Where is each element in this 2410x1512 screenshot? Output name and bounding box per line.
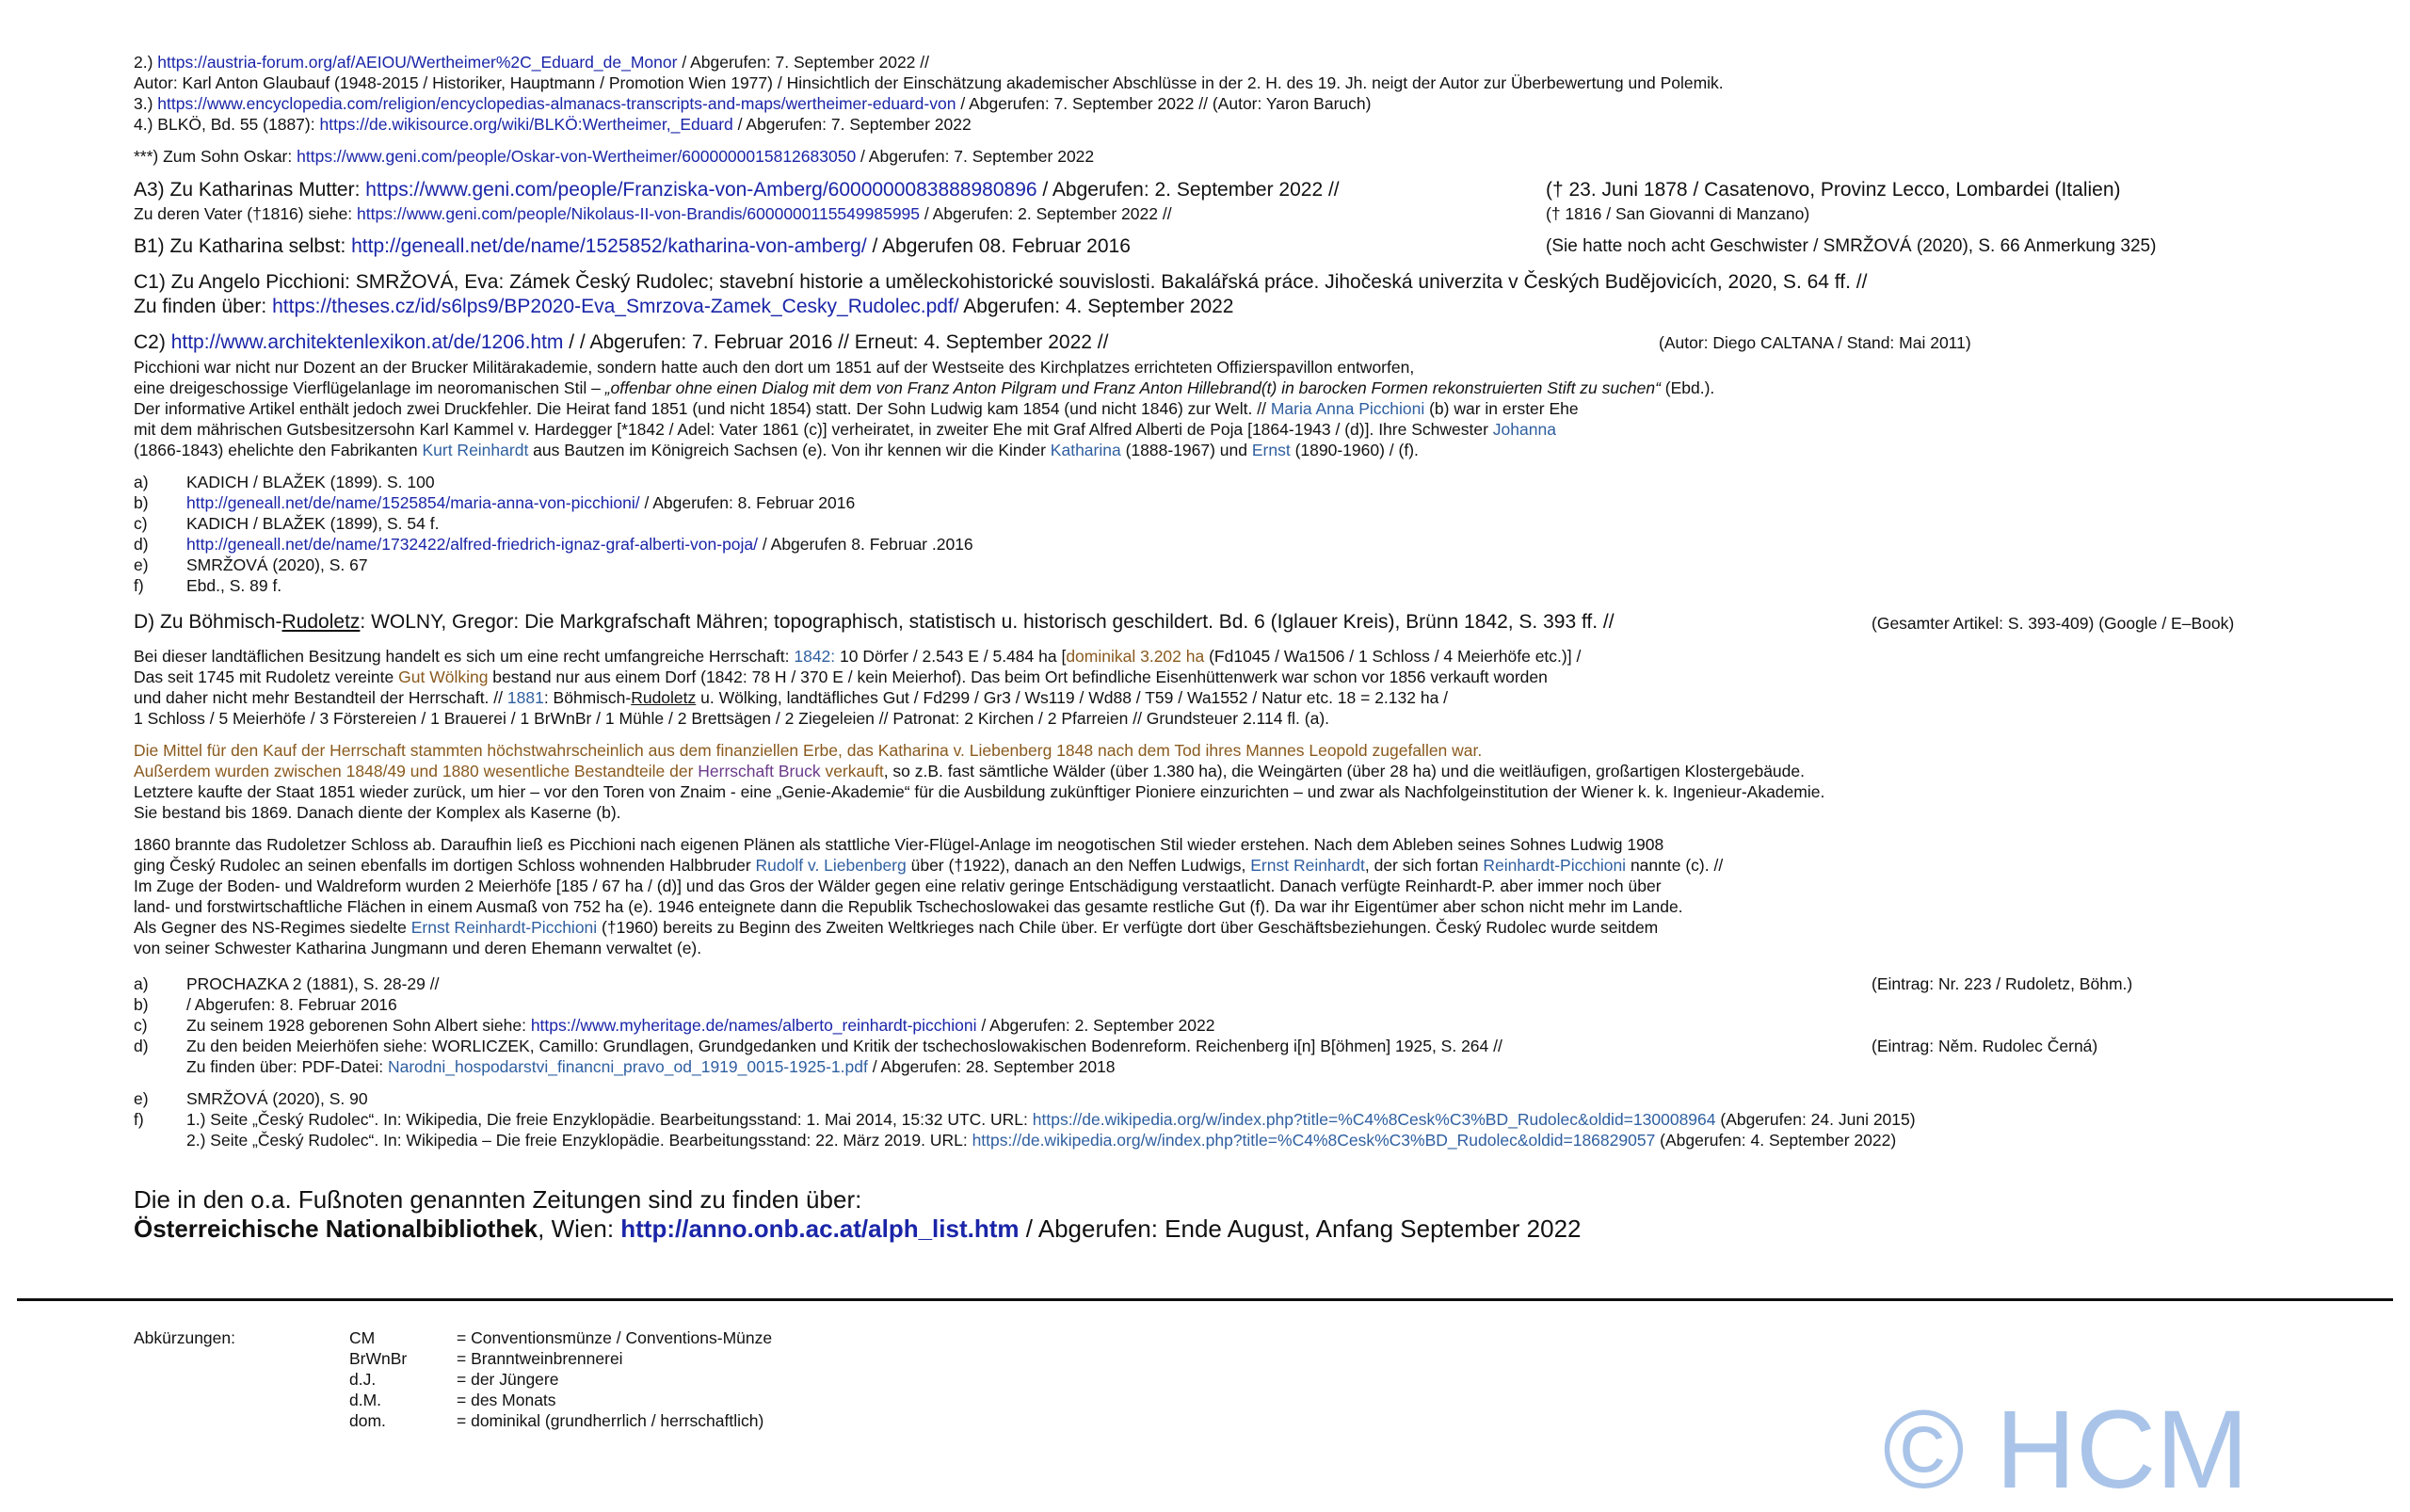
c1-find-label: Zu finden über: [134,296,273,317]
footnote-key: f) [134,1110,144,1129]
footnote-key: a) [134,473,149,491]
c2-text: (b) war in erster Ehe [1424,399,1579,418]
d-text: u. Wölking, landtäfliches Gut / Fd299 / Gr3 / Ws119 / Wd88 / T59 / Wa1552 / Natur etc. 18 = 2.132 ha / [696,688,1449,707]
c2-quote: „offenbar ohne einen Dialog mit dem von Franz Anton Pilgram und Franz Anton Hillebrand(t) in barocken Formen rekonstruierten Stift zu suchen“ [604,378,1661,397]
d-text: nannte (c). // [1626,856,1724,875]
c2-text: eine dreigeschossige Vierflügelanlage im neoromanischen Stil – [134,378,605,397]
c2-text: (1866-1843) ehelichte den Fabrikanten [134,441,423,459]
d-text: ging Český Rudolec an seinen ebenfalls im dortigen Schloss wohnenden Halbbruder [134,856,756,875]
architektenlexikon-link[interactable]: http://www.architektenlexikon.at/de/1206.htm [170,331,564,353]
ref-line-3 [134,93,1371,114]
footnote-text: PROCHAZKA 2 (1881), S. 28-29 // [186,974,440,993]
footnote-label: 2.) Seite „Český Rudolec“. In: Wikipedia – Die freie Enzyklopädie. Bearbeitungsstand: 22. März 2019. URL: [186,1131,972,1150]
d-text: über (†1922), danach an den Neffen Ludwigs, [906,856,1251,875]
d-para-line: Im Zuge der Boden- und Waldreform wurden 2 Meierhöfe [185 / 67 ha / (d)] und das Gros der Wälder gegen eine relativ geringe Entschädigung verstaatlicht. Danach verfügte Reinhardt-P. aber immer noch über [134,877,1662,895]
theses-link[interactable]: https://theses.cz/id/s6lps9/BP2020-Eva_Smrzova-Zamek_Cesky_Rudolec.pdf/ [272,296,959,317]
d-para-line: 1 Schloss / 5 Meierhöfe / 3 Förstereien / 1 Brauerei / 1 BrWnBr / 1 Mühle / 2 Brettsägen / 2 Ziegeleien // Patronat: 2 Kirchen / 2 Pfarreien // Grundsteuer 2.114 fl. (a). [134,709,1330,728]
d-para-line [134,855,1723,876]
d-text: bestand nur aus einem Dorf (1842: 78 H / 370 E / kein Meierhof). Das beim Ort befindliche Eisenhüttenwerk war schon vor 1856 verkauft worden [488,668,1548,686]
person-ernst: Ernst [1251,441,1291,459]
d-text: Außerdem wurden zwischen 1848/49 und 1880 wesentliche Bestandteile der [134,762,699,780]
footnote-entry-note: (Eintrag: Něm. Rudolec Černá) [1872,1037,2098,1055]
footnote-label: Zu seinem 1928 geborenen Sohn Albert siehe: [186,1016,531,1035]
a3-father-death-note: († 1816 / San Giovanni di Manzano) [1546,204,1810,223]
b1-siblings-note: (Sie hatte noch acht Geschwister / SMRŽOVÁ (2020), S. 66 Anmerkung 325) [1546,236,2157,256]
retrieved-text: / Abgerufen: 7. September 2022 // [677,53,929,72]
austria-forum-link[interactable]: https://austria-forum.org/af/AEIOU/Wertheimer%2C_Eduard_de_Monor [157,53,678,72]
person-maria-anna: Maria Anna Picchioni [1270,399,1425,418]
footnote-key: a) [134,974,149,993]
c2-para-line [134,419,1556,440]
footnote-label: Zu finden über: PDF-Datei: [186,1057,388,1076]
d-text: : Böhmisch- [543,688,632,707]
d-text: (†1960) bereits zu Beginn des Zweiten Weltkrieges nach Chile über. Er verfügte dort über Geschäftsbeziehungen. Český Rudolec wurde seitdem [597,918,1659,937]
onb-line [134,1214,1582,1244]
wikisource-link[interactable]: https://de.wikisource.org/wiki/BLKÖ:Wertheimer,_Eduard [319,115,733,134]
abbreviation-key: d.J. [349,1370,377,1389]
footnote-entry-note: (Eintrag: Nr. 223 / Rudoletz, Böhm.) [1872,974,2133,993]
d-para-line [134,761,1805,781]
retrieved-text: / Abgerufen: 2. September 2022 [976,1016,1215,1035]
author-note: Autor: Karl Anton Glaubauf (1948-2015 / Historiker, Hauptmann / Promotion Wien 1977) / Hinsichtlich der Einschätzung akademischer Abschlüsse in der 2. H. des 19. Jh. neigt der Autor zur Überbewertung und Polemik. [134,73,1724,92]
footnote-text: / Abgerufen: 8. Februar 2016 [186,995,397,1014]
d-text: Bei dieser landtäflichen Besitzung handelt es sich um eine recht umfangreiche Herrschaft: [134,647,795,666]
year-1842: 1842: [794,647,836,666]
retrieved-text: / Abgerufen: 2. September 2022 // [920,204,1172,223]
d-place-name: Rudoletz [281,611,361,633]
wikipedia-link-1[interactable]: https://de.wikipedia.org/w/index.php?title=%C4%8Cesk%C3%BD_Rudolec&oldid=130008964 [1032,1110,1716,1129]
abbreviation-key: CM [349,1328,376,1347]
d-para-line [134,667,1548,687]
footnote-key: d) [134,535,149,554]
d-para-line [134,687,1448,708]
d-text: und daher nicht mehr Bestandteil der Herrschaft. // [134,688,507,707]
abbreviation-value: = dominikal (grundherrlich / herrschaftlich) [457,1411,764,1430]
newspapers-note: Die in den o.a. Fußnoten genannten Zeitungen sind zu finden über: [134,1185,862,1214]
a3-father-label: Zu deren Vater (†1816) siehe: [134,204,358,223]
b1-label: B1) Zu Katharina selbst: [134,235,352,257]
onb-city: , Wien [538,1214,607,1243]
retrieved-text: (Abgerufen: 24. Juni 2015) [1715,1110,1916,1129]
d-place-name: Rudoletz [631,688,697,707]
footnote-text: Zu den beiden Meierhöfen siehe: WORLICZEK, Camillo: Grundlagen, Grundgedanken und Kritik der tschechoslowakischen Bodenreform. Reichenberg i[n] B[öhmen] 1925, S. 264 // [186,1037,1502,1055]
retrieved-text: / Abgerufen: 7. September 2022 // (Autor: Yaron Baruch) [956,94,1372,113]
c2-text: (1890-1960) / (f). [1290,441,1419,459]
retrieved-text: / Abgerufen: 8. Februar 2016 [639,493,856,512]
c1-source-line [134,295,1234,319]
retrieved-text: (Abgerufen: 4. September 2022) [1655,1131,1897,1150]
son-oskar-label: ***) Zum Sohn Oskar: [134,147,297,166]
ref-number: 2.) [134,53,158,72]
abbreviation-key: d.M. [349,1391,382,1409]
d-source: : WOLNY, Gregor: Die Markgrafschaft Mähren; topographisch, statistisch u. historisch geschildert. Bd. 6 (Iglauer Kreis), Brünn 1842, S. 393 ff. // [360,611,1615,633]
geneall-katharina-link[interactable]: http://geneall.net/de/name/1525852/katharina-von-amberg/ [351,235,867,257]
reinhardt-picchioni-name: Reinhardt-Picchioni [1483,856,1627,875]
person-katharina: Katharina [1050,441,1121,459]
a3-father-line [134,203,1172,224]
footnote-text [186,1109,1916,1130]
section-d-heading [134,610,1615,635]
d-text: , der sich fortan [1364,856,1484,875]
c2-text: mit dem mährischen Gutsbesitzersohn Karl Kammel v. Hardegger [*1842 / Adel: Vater 1861 (c)] verheiratet, in zweiter Ehe mit Graf Alfred Alberti de Poja [1864-1943 / (d)]. Ihre Schwester [134,420,1493,439]
a3-death-note: († 23. Juni 1878 / Casatenovo, Provinz Lecco, Lombardei (Italien) [1546,179,2121,201]
ref-number: 3.) [134,94,158,113]
section-c2-heading [134,330,1108,355]
footnote-text [186,1130,1896,1150]
d-para-line: Letztere kaufte der Staat 1851 wieder zurück, um hier – vor den Toren von Znaim - eine „Genie-Akademie“ für die Ausbildung zukünftiger Pioniere einzurichten – und zwar als Nachfolgeinstitution der Wiener k. k. Ingenieur-Akademie. [134,782,1825,801]
ref-line-2 [134,52,929,72]
c2-text: (1888-1967) und [1120,441,1252,459]
person-kurt-reinhardt: Kurt Reinhardt [422,441,529,459]
footnote-key: d) [134,1037,149,1055]
abbreviation-value: = Branntweinbrennerei [457,1349,623,1368]
d-text: , so z.B. fast sämtliche Wälder (über 1.380 ha), die Weingärten (über 28 ha) und die weitläufigen, großartigen Klostergebäude. [883,762,1805,780]
d-text: 10 Dörfer / 2.543 E / 5.484 ha [ [835,647,1067,666]
d-text: Das seit 1745 mit Rudoletz vereinte [134,668,399,686]
footnote-text: SMRŽOVÁ (2020), S. 67 [186,555,368,574]
year-1881: 1881 [506,688,544,707]
person-johanna: Johanna [1492,420,1556,439]
herrschaft-bruck: Herrschaft Bruck [698,762,821,780]
footnote-key: b) [134,995,149,1014]
geni-nikolaus-link[interactable]: https://www.geni.com/people/Nikolaus-II-von-Brandis/6000000115549985995 [357,204,921,223]
d-para-line: 1860 brannte das Rudoletzer Schloss ab. Daraufhin ließ es Picchioni nach eigenen Plänen als stattliche Vier-Flügel-Anlage im neogotischen Stil wieder erstehen. Nach dem Ableben seines Sohnes Ludwig 1908 [134,835,1664,854]
d-label: D) Zu Böhmisch- [134,611,282,633]
footnote-text: KADICH / BLAŽEK (1899). S. 100 [186,473,435,491]
c2-para-line [134,398,1579,419]
footnote-key: c) [134,1016,148,1035]
retrieved-text: / Abgerufen: Ende August, Anfang September 2022 [1019,1214,1582,1243]
onb-name: Österreichische Nationalbibliothek [134,1214,538,1243]
encyclopedia-link[interactable]: https://www.encyclopedia.com/religion/encyclopedias-almanacs-transcripts-and-maps/wertheimer-eduard-von [157,94,956,113]
d-para-line: von seiner Schwester Katharina Jungmann und deren Ehemann verwaltet (e). [134,939,702,957]
d-text: verkauft [820,762,884,780]
retrieved-text: / Abgerufen: 28. September 2018 [867,1057,1116,1076]
ref-number: 4.) BLKÖ, Bd. 55 (1887): [134,115,320,134]
d-para-line: Sie bestand bis 1869. Danach diente der Komplex als Kaserne (b). [134,803,621,822]
person-rudolf: Rudolf v. Liebenberg [755,856,907,875]
separator: : [606,1214,621,1243]
abbreviations-label: Abkürzungen: [134,1328,235,1347]
divider-line [17,1298,2393,1301]
ref-line-4 [134,114,972,135]
footnote-text [186,1015,1215,1036]
d-para-line [134,646,1581,667]
section-c1-heading: C1) Zu Angelo Picchioni: SMRŽOVÁ, Eva: Zámek Český Rudolec; stavební historie a uměleckohistorické souvislosti. Bakalářská práce. Jihočeská univerzita v Českých Budějovicích, 2020, S. 64 ff. // [134,271,1868,293]
hcm-watermark: © HCM [1883,1388,2249,1512]
c2-text: (Ebd.). [1660,378,1715,397]
c2-text: aus Bautzen im Königreich Sachsen (e). Von ihr kennen wir die Kinder [528,441,1051,459]
retrieved-text: / Abgerufen: 7. September 2022 [856,147,1095,166]
d-para-line [134,917,1658,938]
d-para-line: Die Mittel für den Kauf der Herrschaft stammten höchstwahrscheinlich aus dem finanziellen Erbe, das Katharina v. Liebenberg 1848 nach dem Tod ihres Mannes Leopold zugefallen war. [134,741,1483,760]
geneall-maria-anna-link[interactable]: http://geneall.net/de/name/1525854/maria-anna-von-picchioni/ [186,493,640,512]
footnote-key: f) [134,576,144,595]
retrieved-text: Abgerufen: 4. September 2022 [958,296,1234,317]
footnote-key: e) [134,1089,149,1108]
footnote-key: c) [134,514,148,533]
person-ernst-reinhardt-picchioni: Ernst Reinhardt-Picchioni [410,918,598,937]
retrieved-text: / / Abgerufen: 7. Februar 2016 // Erneut: 4. September 2022 // [563,331,1109,353]
footnote-key: e) [134,555,149,574]
abbreviation-value: = Conventionsmünze / Conventions-Münze [457,1328,773,1347]
footnote-text: SMRŽOVÁ (2020), S. 90 [186,1089,368,1108]
myheritage-link[interactable]: https://www.myheritage.de/names/alberto_reinhardt-picchioni [530,1016,977,1035]
footnote-text: Ebd., S. 89 f. [186,576,282,595]
gut-woelking: Gut Wölking [398,668,489,686]
wikipedia-link-2[interactable]: https://de.wikipedia.org/w/index.php?title=%C4%8Cesk%C3%BD_Rudolec&oldid=186829057 [972,1131,1656,1150]
geni-oskar-link[interactable]: https://www.geni.com/people/Oskar-von-Wertheimer/6000000015812683050 [297,147,857,166]
pdf-filename[interactable]: Narodni_hospodarstvi_financni_pravo_od_1919_0015-1925-1.pdf [387,1057,868,1076]
footnote-key: b) [134,493,149,512]
son-oskar-line [134,146,1094,167]
d-article-note: (Gesamter Artikel: S. 393-409) (Google / E–Book) [1872,614,2235,633]
d-text: (Fd1045 / Wa1506 / 1 Schloss / 4 Meierhöfe etc.)] / [1204,647,1582,666]
abbreviation-value: = der Jüngere [457,1370,559,1389]
c2-para-line [134,378,1714,398]
section-a3-heading [134,178,1340,202]
a3-label: A3) Zu Katharinas Mutter: [134,179,366,201]
retrieved-text: / Abgerufen 08. Februar 2016 [866,235,1131,257]
geneall-alfred-link[interactable]: http://geneall.net/de/name/1732422/alfred-friedrich-ignaz-graf-alberti-von-poja/ [186,535,759,554]
c2-text: Der informative Artikel enthält jedoch zwei Druckfehler. Die Heirat fand 1851 (und nicht 1854) statt. Der Sohn Ludwig kam 1854 (und nicht 1846) zur Welt. // [134,399,1271,418]
footnote-text: KADICH / BLAŽEK (1899), S. 54 f. [186,514,440,533]
retrieved-text: / Abgerufen: 2. September 2022 // [1036,179,1340,201]
abbreviation-key: BrWnBr [349,1349,408,1368]
section-b1-heading [134,234,1131,259]
retrieved-text: / Abgerufen 8. Februar .2016 [758,535,973,554]
c2-para-line: Picchioni war nicht nur Dozent an der Brucker Militärakademie, sondern hatte auch den dort um 1851 auf der Westseite des Kirchplatzes errichteten Offizierspavillon entworfen, [134,358,1415,377]
person-ernst-reinhardt: Ernst Reinhardt [1250,856,1365,875]
c2-author-note: (Autor: Diego CALTANA / Stand: Mai 2011) [1659,333,1971,352]
abbreviation-value: = des Monats [457,1391,556,1409]
d-para-line: land- und forstwirtschaftliche Flächen in einem Ausmaß von 752 ha (e). 1946 enteignete dann die Republik Tschechoslowakei das gesamte restliche Gut (f). Da war ihr Eigentümer aber schon nicht mehr im Lande. [134,897,1683,916]
dominikal-area: dominikal 3.202 ha [1066,647,1205,666]
anno-onb-link[interactable]: http://anno.onb.ac.at/alph_list.htm [620,1214,1020,1243]
footnote-text [186,1056,1116,1077]
c2-label: C2) [134,331,171,353]
abbreviation-key: dom. [349,1411,386,1430]
d-text: Als Gegner des NS-Regimes siedelte [134,918,411,937]
footnote-label: 1.) Seite „Český Rudolec“. In: Wikipedia, Die freie Enzyklopädie. Bearbeitungsstand: 1. Mai 2014, 15:32 UTC. URL: [186,1110,1033,1129]
c2-para-line [134,440,1419,460]
retrieved-text: / Abgerufen: 7. September 2022 [732,115,972,134]
geni-franziska-link[interactable]: https://www.geni.com/people/Franziska-von-Amberg/6000000083888980896 [365,179,1037,201]
